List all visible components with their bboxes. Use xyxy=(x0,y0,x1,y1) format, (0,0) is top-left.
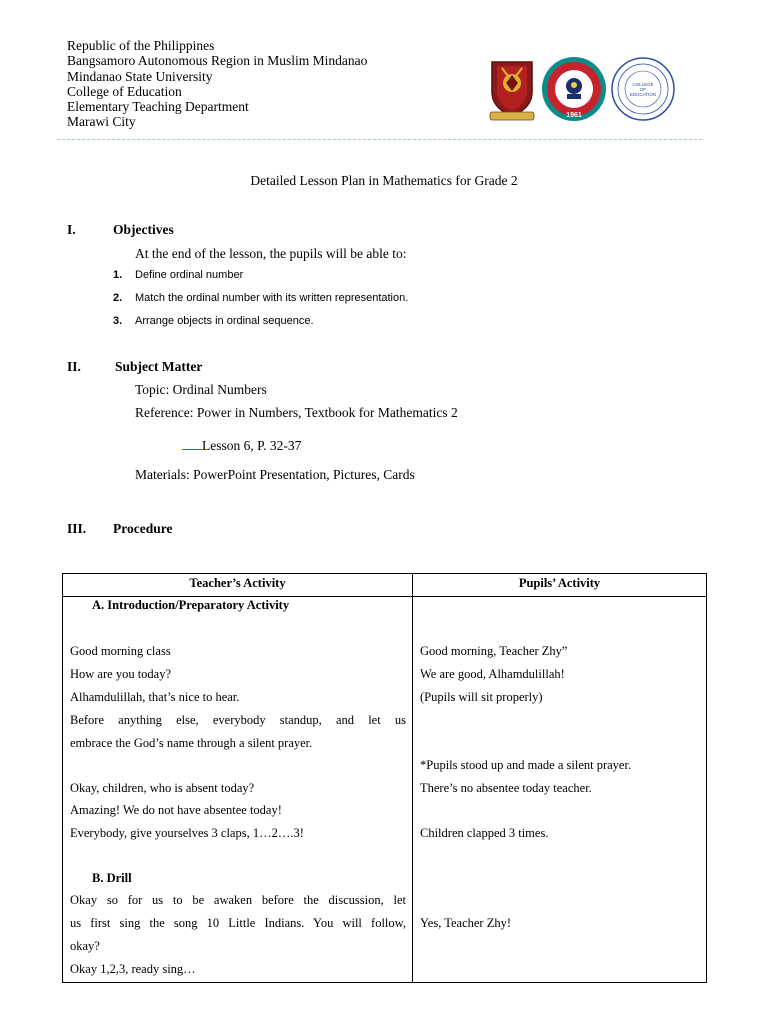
subject-lesson xyxy=(182,437,301,454)
section-numeral-subject-matter: II. xyxy=(67,359,81,374)
letterhead-line: Elementary Teaching Department xyxy=(67,99,249,115)
subsection-introduction: A. Introduction/Preparatory Activity xyxy=(92,598,290,612)
teacher-line: Everybody, give yourselves 3 claps, 1…2….3! xyxy=(70,826,304,840)
teacher-line: How are you today? xyxy=(70,667,172,681)
department-seal-logo xyxy=(610,56,676,122)
teacher-line: Good morning class xyxy=(70,644,171,658)
subject-reference: Reference: Power in Numbers, Textbook for Mathematics 2 xyxy=(135,405,458,420)
logos xyxy=(486,56,676,122)
teacher-activity-header: Teacher’s Activity xyxy=(189,576,286,590)
pupil-line: Yes, Teacher Zhy! xyxy=(420,916,512,930)
seal-year-text: 1961 xyxy=(566,112,582,119)
letterhead-line: Mindanao State University xyxy=(67,68,213,84)
objective-text: Arrange objects in ordinal sequence. xyxy=(135,315,314,327)
svg-text:EDUCATION: EDUCATION xyxy=(629,92,657,97)
materials-value: : PowerPoint Presentation, Pictures, Cards xyxy=(185,467,415,482)
section-heading-procedure: Procedure xyxy=(113,521,173,536)
teacher-line: okay? xyxy=(70,939,100,953)
pupil-line: We are good, Alhamdulillah! xyxy=(420,667,565,681)
objectives-intro: At the end of the lesson, the pupils will be able to: xyxy=(135,246,407,261)
pupil-line: (Pupils will sit properly) xyxy=(420,690,543,704)
pupil-line: *Pupils stood up and made a silent prayer. xyxy=(420,758,632,772)
letterhead xyxy=(67,38,367,130)
section-heading-objectives: Objectives xyxy=(113,222,174,237)
pupil-line: Children clapped 3 times. xyxy=(420,826,549,840)
header-divider xyxy=(57,139,702,140)
blank-underline xyxy=(182,437,202,450)
subject-topic: Topic: Ordinal Numbers xyxy=(135,382,267,397)
objective-number: 2. xyxy=(113,292,123,304)
table-header-divider xyxy=(63,596,706,597)
objective-text: Define ordinal number xyxy=(135,269,244,281)
section-numeral-objectives: I. xyxy=(67,222,76,237)
activity-table xyxy=(62,573,707,983)
objective-text: Match the ordinal number with its written representation. xyxy=(135,292,409,304)
teacher-line: Okay so for us to be awaken before the discussion, let xyxy=(70,893,406,907)
section-numeral-procedure: III. xyxy=(67,521,87,536)
teacher-line: embrace the God’s name through a silent prayer. xyxy=(70,736,313,750)
subject-lesson-text: Lesson 6, P. 32-37 xyxy=(202,438,302,453)
materials-label: Materials xyxy=(135,467,186,482)
svg-text:COLLEGE: COLLEGE xyxy=(632,82,654,87)
teacher-line: Before anything else, everybody standup, and let us xyxy=(70,713,406,727)
university-seal-logo xyxy=(486,56,538,122)
teacher-line: Okay, children, who is absent today? xyxy=(70,781,255,795)
letterhead-line: Bangsamoro Autonomous Region in Muslim Mindanao xyxy=(67,53,368,69)
teacher-line: Okay 1,2,3, ready sing… xyxy=(70,962,196,976)
subsection-drill: B. Drill xyxy=(92,871,132,885)
pupils-activity-header: Pupils’ Activity xyxy=(518,576,601,590)
objective-number: 1. xyxy=(113,269,123,281)
pupil-line: Good morning, Teacher Zhy” xyxy=(420,644,568,658)
pupil-line: There’s no absentee today teacher. xyxy=(420,781,592,795)
objective-number: 3. xyxy=(113,315,123,327)
table-column-divider xyxy=(412,574,413,982)
section-heading-subject-matter: Subject Matter xyxy=(115,359,203,374)
objective-item xyxy=(113,269,243,281)
subject-materials xyxy=(135,467,415,483)
document-title: Detailed Lesson Plan in Mathematics for Grade 2 xyxy=(250,173,518,188)
svg-text:OF: OF xyxy=(639,87,647,92)
teacher-line: Alhamdulillah, that’s nice to hear. xyxy=(70,690,240,704)
college-of-education-seal-logo xyxy=(541,56,607,122)
teacher-line: us first sing the song 10 Little Indians. You will follow, xyxy=(70,916,406,930)
teacher-line: Amazing! We do not have absentee today! xyxy=(70,803,282,817)
objective-item xyxy=(113,292,408,304)
letterhead-line: College of Education xyxy=(67,83,182,99)
objective-item xyxy=(113,315,314,327)
letterhead-line: Marawi City xyxy=(67,114,136,130)
letterhead-line: Republic of the Philippines xyxy=(67,38,215,53)
